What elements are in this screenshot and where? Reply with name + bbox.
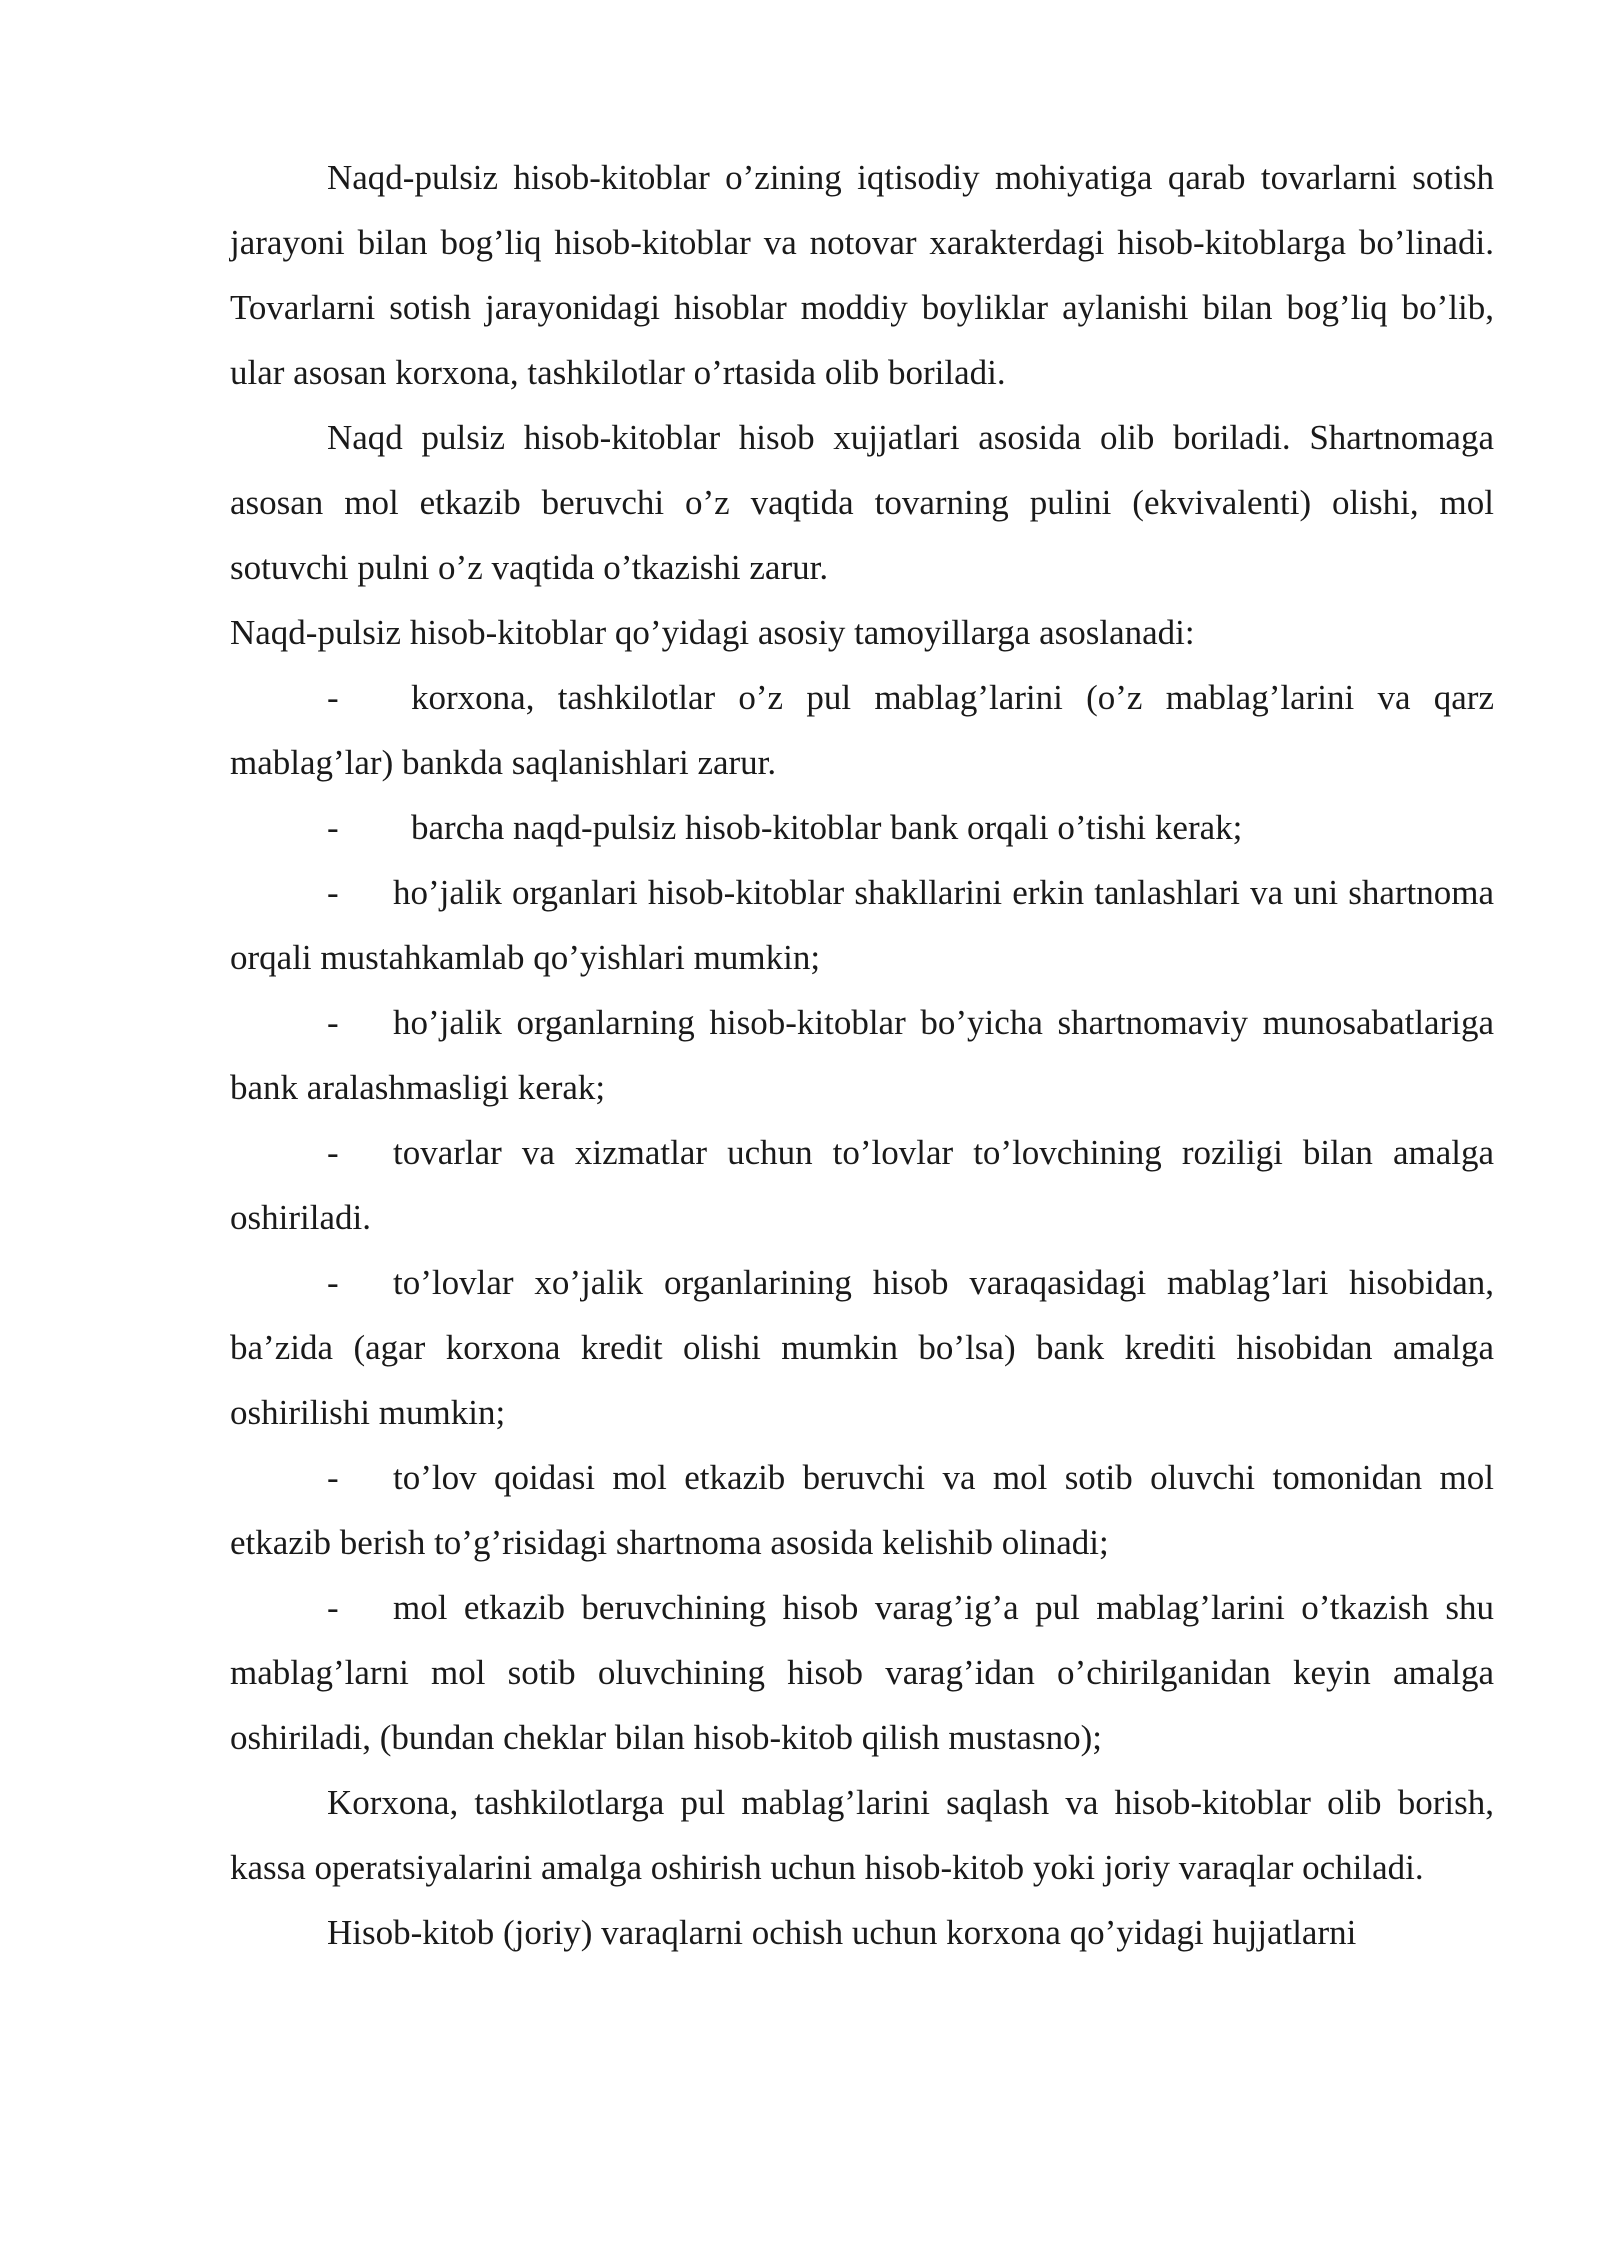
list-dash: -: [327, 873, 339, 912]
list-item: [230, 1575, 1494, 1770]
list-item: [230, 1250, 1494, 1445]
list-dash: -: [327, 1133, 339, 1172]
list-item: [230, 1120, 1494, 1250]
list-dash: -: [327, 678, 339, 717]
list-item-text: mol etkazib beruvchining hisob varag’ig’a pul mablag’larini o’tkazish shu mablag’larni mol sotib oluvchining hisob varag’idan o’chirilganidan keyin amalga oshiriladi, (bundan cheklar bilan hisob-kitob qilish mustasno);: [230, 1588, 1494, 1757]
paragraph-principles-heading: Naqd-pulsiz hisob-kitoblar qo’yidagi asosiy tamoyillarga asoslanadi:: [230, 613, 1195, 652]
document-page: [230, 145, 1494, 1965]
list-item-text: tovarlar va xizmatlar uchun to’lovlar to’lovchining roziligi bilan amalga oshiriladi.: [230, 1133, 1494, 1237]
list-dash: -: [327, 808, 339, 847]
list-item-text: to’lov qoidasi mol etkazib beruvchi va mol sotib oluvchi tomonidan mol etkazib berish to’g’risidagi shartnoma asosida kelishib olinadi;: [230, 1458, 1494, 1562]
list-item-text: korxona, tashkilotlar o’z pul mablag’larini (o’z mablag’larini va qarz mablag’lar) bankda saqlanishlari zarur.: [230, 678, 1494, 782]
list-item: [230, 860, 1494, 990]
list-item: [230, 990, 1494, 1120]
list-item-text: to’lovlar xo’jalik organlarining hisob varaqasidagi mablag’lari hisobidan, ba’zida (agar korxona kredit olishi mumkin bo’lsa) bank krediti hisobidan amalga oshirilishi mumkin;: [230, 1263, 1494, 1432]
paragraph-intro: Naqd-pulsiz hisob-kitoblar o’zining iqtisodiy mohiyatiga qarab tovarlarni sotish jarayoni bilan bog’liq hisob-kitoblar va notovar xarakterdagi hisob-kitoblarga bo’linadi. Tovarlarni sotish jarayonidagi hisoblar moddiy boyliklar aylanishi bilan bog’liq bo’lib, ular asosan korxona, tashkilotlar o’rtasida olib boriladi.: [230, 158, 1494, 392]
list-item-text: ho’jalik organlarning hisob-kitoblar bo’yicha shartnomaviy munosabatlariga bank aralashmasligi kerak;: [230, 1003, 1494, 1107]
list-dash: -: [327, 1458, 339, 1497]
list-item: [230, 665, 1494, 795]
list-item: [230, 1445, 1494, 1575]
list-dash: -: [327, 1263, 339, 1302]
paragraph-opening: Hisob-kitob (joriy) varaqlarni ochish uchun korxona qo’yidagi hujjatlarni: [327, 1913, 1357, 1952]
list-dash: -: [327, 1003, 339, 1042]
paragraph-documents: Naqd pulsiz hisob-kitoblar hisob xujjatlari asosida olib boriladi. Shartnomaga asosan mol etkazib beruvchi o’z vaqtida tovarning pulini (ekvivalenti) olishi, mol sotuvchi pulni o’z vaqtida o’tkazishi zarur.: [230, 418, 1494, 587]
list-item-text: barcha naqd-pulsiz hisob-kitoblar bank orqali o’tishi kerak;: [411, 808, 1243, 847]
list-item-text: ho’jalik organlari hisob-kitoblar shakllarini erkin tanlashlari va uni shartnoma orqali mustahkamlab qo’yishlari mumkin;: [230, 873, 1494, 977]
list-item: [230, 795, 1494, 860]
paragraph-accounts: Korxona, tashkilotlarga pul mablag’larini saqlash va hisob-kitoblar olib borish, kassa operatsiyalarini amalga oshirish uchun hisob-kitob yoki joriy varaqlar ochiladi.: [230, 1783, 1494, 1887]
list-dash: -: [327, 1588, 339, 1627]
